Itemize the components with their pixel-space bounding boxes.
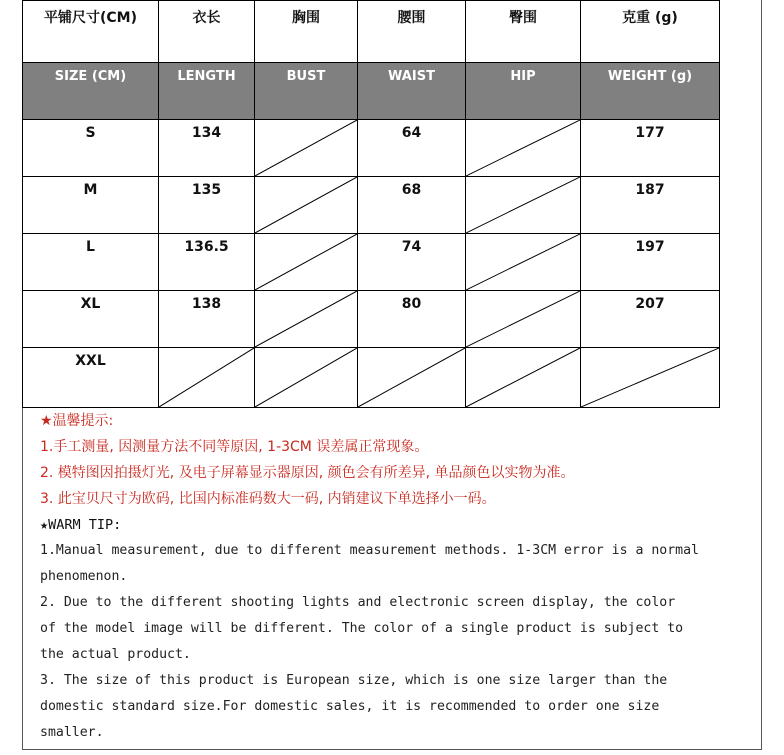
length-cell: 138 — [159, 291, 255, 348]
header-bust-en: BUST — [255, 63, 358, 120]
header-waist-cn: 腰围 — [358, 1, 466, 63]
header-bust-cn: 胸围 — [255, 1, 358, 63]
weight-cell-empty — [581, 348, 720, 408]
notes-en-line: the actual product. — [40, 647, 191, 662]
waist-cell: 64 — [358, 120, 466, 177]
hip-cell-empty — [466, 177, 581, 234]
size-cell: M — [23, 177, 159, 234]
notes-en-line: 2. Due to the different shooting lights and electronic screen display, the color — [40, 595, 676, 610]
notes-cn-line: 3. 此宝贝尺寸为欧码, 比国内标准码数大一码, 内销建议下单选择小一码。 — [40, 491, 496, 507]
bust-cell-empty — [255, 177, 358, 234]
header-length-en: LENGTH — [159, 63, 255, 120]
notes-cn-line: 1.手工测量, 因测量方法不同等原因, 1-3CM 误差属正常现象。 — [40, 439, 429, 455]
bust-cell-empty — [255, 348, 358, 408]
header-weight-en: WEIGHT (g) — [581, 63, 720, 120]
hip-cell-empty — [466, 120, 581, 177]
table-row — [23, 177, 720, 234]
header-size-en: SIZE (CM) — [23, 63, 159, 120]
header-size-cn: 平铺尺寸(CM) — [23, 1, 159, 63]
hip-cell-empty — [466, 291, 581, 348]
notes-section — [40, 408, 740, 746]
header-weight-cn: 克重 (g) — [581, 1, 720, 63]
size-chart-table — [22, 0, 720, 408]
notes-en-line: of the model image will be different. The color of a single product is subject to — [40, 621, 684, 636]
weight-cell: 197 — [581, 234, 720, 291]
notes-en-line: smaller. — [40, 725, 104, 740]
header-row-chinese — [23, 1, 720, 63]
header-row-english — [23, 63, 720, 120]
weight-cell: 207 — [581, 291, 720, 348]
weight-cell: 187 — [581, 177, 720, 234]
header-hip-cn: 臀围 — [466, 1, 581, 63]
size-cell: XXL — [23, 348, 159, 408]
table-row — [23, 291, 720, 348]
size-cell: XL — [23, 291, 159, 348]
star-icon: ★ — [40, 517, 49, 533]
bust-cell-empty — [255, 234, 358, 291]
length-cell-empty — [159, 348, 255, 408]
waist-cell-empty — [358, 348, 466, 408]
star-icon: ★ — [40, 413, 53, 429]
waist-cell: 74 — [358, 234, 466, 291]
hip-cell-empty — [466, 348, 581, 408]
size-cell: L — [23, 234, 159, 291]
notes-en-line: 1.Manual measurement, due to different measurement methods. 1-3CM error is a normal — [40, 543, 699, 558]
table-row — [23, 348, 720, 408]
header-waist-en: WAIST — [358, 63, 466, 120]
table-row — [23, 120, 720, 177]
notes-cn-title — [40, 408, 740, 434]
length-cell: 136.5 — [159, 234, 255, 291]
notes-en-line: phenomenon. — [40, 569, 128, 584]
bust-cell-empty — [255, 120, 358, 177]
notes-cn-line: 2. 模特图因拍摄灯光, 及电子屏幕显示器原因, 颜色会有所差异, 单品颜色以实物为准。 — [40, 465, 575, 481]
bust-cell-empty — [255, 291, 358, 348]
weight-cell: 177 — [581, 120, 720, 177]
waist-cell: 68 — [358, 177, 466, 234]
notes-en-title — [40, 512, 740, 538]
waist-cell: 80 — [358, 291, 466, 348]
header-length-cn: 衣长 — [159, 1, 255, 63]
table-row — [23, 234, 720, 291]
notes-en-line: domestic standard size.For domestic sales, it is recommended to order one size — [40, 699, 660, 714]
length-cell: 135 — [159, 177, 255, 234]
size-cell: S — [23, 120, 159, 177]
hip-cell-empty — [466, 234, 581, 291]
header-hip-en: HIP — [466, 63, 581, 120]
notes-cn-title-text: 温馨提示: — [52, 413, 114, 429]
notes-en-title-text: WARM TIP: — [48, 517, 122, 533]
length-cell: 134 — [159, 120, 255, 177]
notes-en-line: 3. The size of this product is European size, which is one size larger than the — [40, 673, 668, 688]
